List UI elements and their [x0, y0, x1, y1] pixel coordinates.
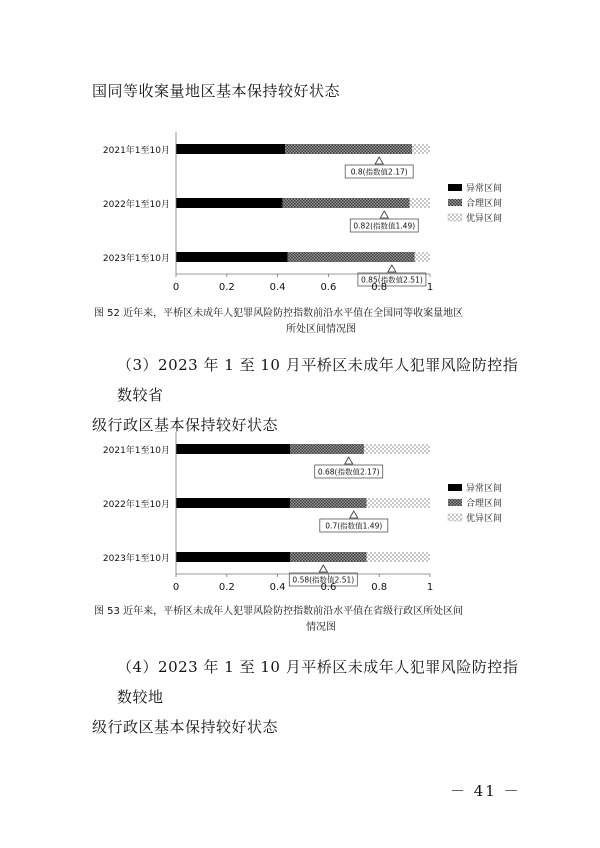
annotation-label: 0.85(指数值2.51) [361, 275, 423, 285]
legend-swatch [448, 184, 462, 191]
value-marker [375, 157, 383, 164]
category-label: 2023年1至10月 [102, 254, 170, 264]
legend-label: 优异区间 [466, 214, 503, 224]
chart-fig53 [90, 428, 530, 608]
category-label: 2022年1至10月 [102, 200, 170, 210]
bar-excellent [412, 144, 430, 154]
bar-abnormal [176, 498, 290, 508]
legend-swatch [448, 499, 462, 506]
bar-excellent [410, 198, 430, 208]
bar-excellent [367, 552, 431, 562]
category-label: 2022年1至10月 [102, 500, 170, 510]
x-tick-label: 1 [426, 582, 434, 593]
annotation-label: 0.8(指数值2.17) [350, 167, 408, 177]
bar-abnormal [176, 252, 288, 262]
x-tick-label: 0 [172, 282, 180, 293]
legend-label: 异常区间 [466, 184, 503, 194]
category-label: 2023年1至10月 [102, 554, 170, 564]
x-tick-label: 0.8 [371, 282, 388, 293]
paragraph-3-line1: （4）2023 年 1 至 10 月平桥区未成年人犯罪风险防控指数较地 [117, 658, 519, 706]
caption-fig52-line1: 图 52 近年来，平桥区未成年人犯罪风险防控指数前沿水平值在全国同等收案量地区 [94, 308, 464, 319]
value-marker [350, 511, 358, 518]
legend-swatch [448, 514, 462, 521]
caption-fig53 [94, 604, 524, 636]
chart-svg [90, 128, 530, 308]
paragraph-2 [92, 350, 527, 440]
legend-swatch [448, 199, 462, 206]
bar-reasonable [288, 252, 415, 262]
caption-fig52 [94, 306, 524, 338]
legend-label: 优异区间 [466, 514, 503, 524]
x-tick-label: 0.6 [320, 582, 337, 593]
x-tick-label: 0.8 [371, 582, 388, 593]
paragraph-2-line2: 级行政区基本保持较好状态 [92, 416, 279, 434]
x-tick-label: 0.2 [218, 282, 235, 293]
bar-excellent [364, 444, 430, 454]
bar-reasonable [290, 552, 366, 562]
bar-abnormal [176, 198, 283, 208]
caption-fig53-line1: 图 53 近年来，平桥区未成年人犯罪风险防控指数前沿水平值在省级行政区所处区间 [94, 606, 464, 617]
paragraph-3-line2: 级行政区基本保持较好状态 [92, 718, 279, 736]
legend-label: 异常区间 [466, 484, 503, 494]
value-marker [380, 211, 388, 218]
value-marker [319, 565, 327, 572]
caption-fig52-line2: 所处区间情况图 [286, 324, 356, 335]
chart-fig52 [90, 128, 530, 308]
value-marker [345, 457, 353, 464]
paragraph-2-line1: （3）2023 年 1 至 10 月平桥区未成年人犯罪风险防控指数较省 [117, 356, 519, 404]
annotation-label: 0.7(指数值1.49) [325, 521, 383, 531]
bar-reasonable [285, 144, 412, 154]
category-label: 2021年1至10月 [102, 446, 170, 456]
bar-abnormal [176, 144, 285, 154]
category-label: 2021年1至10月 [102, 146, 170, 156]
bar-excellent [367, 498, 431, 508]
annotation-label: 0.82(指数值1.49) [353, 221, 416, 231]
paragraph-3 [92, 652, 527, 742]
bar-abnormal [176, 444, 290, 454]
legend-label: 合理区间 [466, 499, 503, 509]
x-tick-label: 0.4 [269, 582, 286, 593]
legend-swatch [448, 484, 462, 491]
caption-fig53-line2: 情况图 [306, 622, 336, 633]
bar-abnormal [176, 552, 290, 562]
value-marker [388, 265, 396, 272]
x-tick-label: 0 [172, 582, 180, 593]
legend-swatch [448, 214, 462, 221]
bar-reasonable [290, 498, 366, 508]
x-tick-label: 0.2 [218, 582, 235, 593]
page-number: － 41 － [450, 782, 521, 800]
bar-reasonable [290, 444, 364, 454]
bar-excellent [415, 252, 430, 262]
x-tick-label: 0.6 [320, 282, 337, 293]
paragraph-1: 国同等收案量地区基本保持较好状态 [92, 82, 341, 100]
legend-label: 合理区间 [466, 199, 503, 209]
annotation-label: 0.68(指数值2.17) [317, 467, 380, 477]
x-tick-label: 0.4 [269, 282, 286, 293]
annotation-label: 0.58(指数值2.51) [292, 575, 355, 585]
chart-svg [90, 428, 530, 608]
x-tick-label: 1 [426, 282, 434, 293]
bar-reasonable [283, 198, 410, 208]
